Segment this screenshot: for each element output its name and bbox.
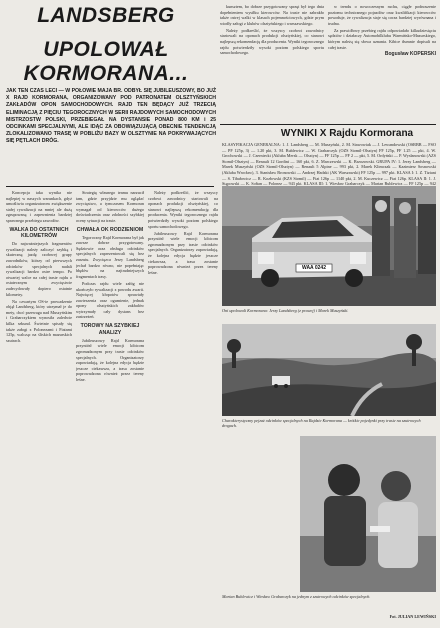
col4-body2: Za prawidłowy przebieg rajdu odpowiadało kilkudziesięciu sędziów i działaczy Automobilklubu Warmińsko-Mazurskiego, którym należą się słowa uznania. Kibice tłumnie dopisali na całej trasie. (328, 27, 436, 50)
column-2 (76, 190, 144, 622)
headline (6, 4, 206, 90)
col3-body1: kunsztem, bo dobrze przygotowany sprzęt był tego dnia dopełnieniem wysiłku kierowców. Na trasie nie zabrakło także ostrej walki w klasach pojemnościowych, gdzie prym wiodły załogi z klubów olsztyńskiego i warszawskiego. (220, 4, 324, 26)
headline-line2: UPOLOWAŁ KORMORANA... (23, 38, 189, 85)
col2-body1: Tegoroczny Rajd Kormorana był jak zawsze dobrze przygotowany. Sędziowie oraz obsługa odcinków specjalnych zaprezentowali się bez zarzutu. Zwycięzca Jerzy Landsberg jechał bardzo równo, nie popełniając błędów na najtrudniejszych fragmentach trasy. (76, 234, 144, 279)
col2-intro: Strategię własnego teamu narzucił tam, gdzie przyjdzie mu oglądać zwycięstwo, a tymczasem Kormoran wymagał od kierowców dużego doświadczenia oraz zdolności szybkiej oceny sytuacji na trasie. (76, 190, 144, 223)
col2-body2: Podczas rajdu wiele załóg nie ukończyło rywalizacji z powodu awarii. Najwięcej kłopotów sprawiały zawieszenia oraz ogumienie, jednak opony olsztyńskich zakładów wytrzymały cały dystans bez zastrzeżeń. (76, 280, 144, 320)
headline-line1: LANDSBERG (37, 4, 175, 27)
col4-body1: w trendu o nowoczesnym ruchu, ciągłe podnoszenie poziomu technicznego pojazdów oraz kwalifikacji kierowców powoduje, że rywalizacja staje się coraz bardziej wyrównana i trudna. (328, 4, 436, 26)
column-3 (220, 4, 324, 124)
col2-subheading1: CHWAŁA OK RODZIENIOM (76, 226, 144, 233)
photo-caption-1: Oni upolowali Kormorana: Jerzy Landsberg (z prawej) i Marek Muszyński. (222, 308, 349, 313)
author-byline: Bogusław KOPERSKI (384, 50, 436, 57)
results-list: KLASYFIKACJA GENERALNA: 1. J. Landsberg — M. Muszyński, 2. M. Stawowiak — J. Lewandowski (OSRBB — FSO — PF 125p, 3) — 1.20 pkt, 3. M. Bublewicz — W. Grabarczyk (OZS Stomil-Olsztyn) FF 125p, FF 1.25 — pkt, 4. W. Grochowski — J. Czerniecki (Akluba Mersk — Olsztyn) — FF 125p — FF 2 — pkt, 5. M. Ordyński — P. Wysłanowski (AZS Stomil-Olsztyn) — Renault 12 Gordini — 160 pkt, 6. Z. Marczewski — K. Brzozowski. GRUPA IV: 1. Jerzy Landsberg — Marek Muszyński (OZS Stomil-Olsztyn) — Renault 5 Alpine — 993 pkt, 2. Marek Klimczak — Kazimierz Sosnowski (Akluba Wrocław), 3. Stanisław Bronowski — Andrzej Hadzki (AK Warszawski) FF 125p — 997 pkt. KLASA I: 1. Z. Tiziani — S. Tibałowicz — R. Kozłowski (KZS Stomil) — Fiat 126p — 1140 pkt, 2. M. Kuczewicz — Fiat 126p. KLASA II: 1. J. Stąpowski — K. Sołtan — Polonez — 943 pkt. KLASA III: 1. Wiesław Grabarczyk — Marian Bublewicz — FF 125p — 942 (222, 142, 436, 187)
col2-subheading2: TOROWY NA SZYBKIEJ ANALIZY (80, 323, 140, 336)
results-title: WYNIKI X Rajdu Kormorana (280, 128, 414, 139)
col3-body2: Należy podkreślić, że wszyscy czołowi zawodnicy startowali na oponach produkcji olsztyńskiej, co stanowi najlepszą rekomendację dla producenta. Wyniki tegorocznego rajdu potwierdziły wysoki poziom polskiego sportu samochodowego. (220, 27, 324, 56)
license-plate: WAA 0242 (302, 265, 326, 271)
photo-caption-3: Marian Bublewicz i Wiesław Grabarczyk na jednym z szutrowych odcinków specjalnych. (222, 594, 371, 599)
lead-paragraph: JAK TEN CZAS LECI — W POŁOWIE MAJA BR. ODBYŁ SIĘ JUBILEUSZOWY, BO JUŻ X RAJD KORMORANA, ORGANIZOWANY POD PATRONATEM OLSZTYŃSKICH ZAKŁADÓW OPON SAMOCHODOWYCH. RAJD TEN BĘDĄCY JUŻ TRZECIĄ ELIMINACJĄ Z PIĘCIU TEGOROCZNYCH W SERII RAJDOWYCH SAMOCHODOWYCH MISTRZOSTW POLSKI, PRZEBIEGAŁ NA DYSTANSIE PONAD 800 KM i 25 ODCINKAMI SPECJALNYMI, ALE IDĄC ZA OBOWIĄZUJĄCĄ OBECNIE TENDENCJĄ ZLOKALIZOWANO TRASĘ W POBLIŻU BAZY W OLSZTYNIE NA POKRYWAJĄCYCH SIĘ PĘTLACH DRÓG. (6, 88, 216, 145)
photo-credit: Fot. JULIAN LEWIŃSKI (389, 614, 436, 619)
column-4 (328, 4, 436, 116)
column-1 (6, 190, 72, 622)
middle-body1: Należy podkreślić, że wszyscy czołowi zawodnicy startowali na oponach produkcji olsztyńskiej, co stanowi najlepszą rekomendację dla producenta. Wyniki tegorocznego rajdu potwierdziły wysoki poziom polskiego sportu samochodowego. (148, 190, 218, 229)
col1-body2: Na czwartym OS-ie prowadzenie objął Landsberg, który utrzymał je do mety, choć przewaga nad Muszyńskim i Grabarczykiem wynosiła zaledwie kilka sekund. Świetnie spisały się także załogi z Polonezami i Fiatami 125p, walcząc na śliskich mazurskich szutrach. (6, 298, 72, 343)
col1-intro: Koncepcja taka wynika nie najlepiej w naszych warunkach, gdyż umożliwia organizatorom zwiększenie stałej rywalizacji na mniej ale dużą zgrupowaną i zapewnienia bardziej sprawnego przebiegu zawodów. (6, 190, 72, 223)
col1-body1: Do najważniejszych fragmentów rywalizacji należy zaliczyć szybką i skuteczną jazdę czołowej grupy zawodników, którzy od pierwszych odcinków specjalnych nadali rywalizacji bardzo ostre tempo. Po otwartej walce na całej trasie rajdu o ostatecznym zwycięstwie zadecydowały dopiero ostatnie kilometry. (6, 241, 72, 297)
drivers-image (300, 436, 436, 592)
rally-car-image (222, 186, 436, 306)
divider (220, 124, 436, 125)
middle-body2: Jubileuszowy Rajd Kormorana przyniósł wiele emocji kibicom zgromadzonym przy trasie odcinków specjalnych. Organizatorzy zapowiadają, że kolejna edycja będzie jeszcze ciekawsza, a trasa zostanie poprowadzona również przez tereny leśne. (148, 230, 218, 275)
photo-caption-2: Charakterystyczny pejzaż odcinków specjalnych na Rajdzie Kormorana — krótkie pojedynki przy trasie na szutrowych drogach. (222, 418, 421, 429)
column-middle (148, 190, 218, 622)
col1-subheading: WALKA DO OSTATNICH KILOMETRÓW (9, 226, 69, 240)
rally-car-photo (222, 186, 436, 306)
landscape-image (222, 324, 436, 416)
col2-body3: Jubileuszowy Rajd Kormorana przyniósł wiele emocji kibicom zgromadzonym przy trasie odcinków specjalnych. Organizatorzy zapowiadają, że kolejna edycja będzie jeszcze ciekawsza, a trasa zostanie poprowadzona również przez tereny leśne. (76, 337, 144, 382)
rally-landscape-photo (222, 324, 436, 416)
divider (6, 186, 214, 187)
drivers-photo (300, 436, 436, 592)
